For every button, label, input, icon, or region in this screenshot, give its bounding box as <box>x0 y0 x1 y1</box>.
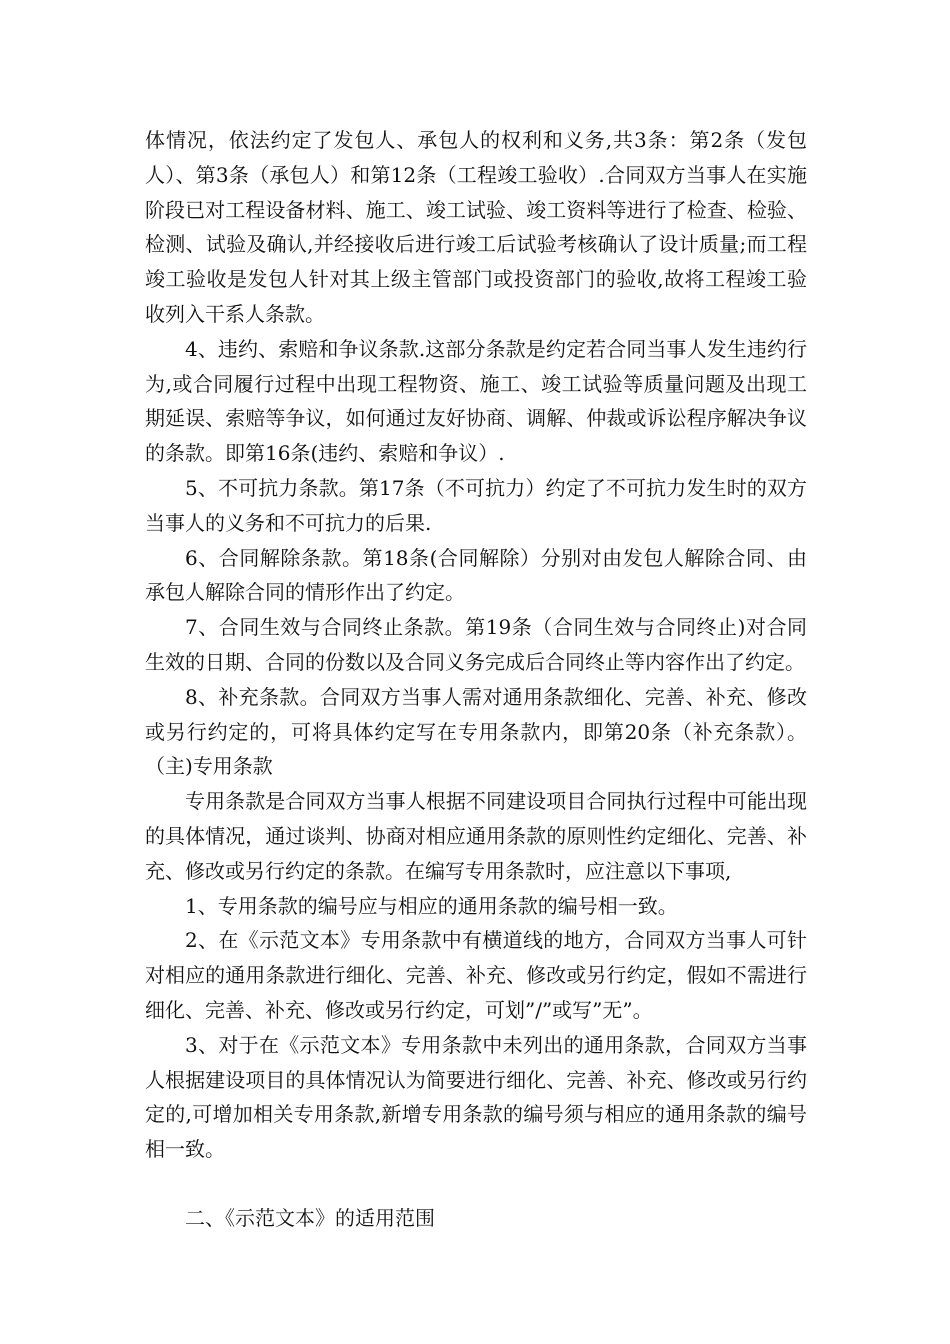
paragraph-continuation: 体情况，依法约定了发包人、承包人的权利和义务,共3条：第2条（发包人）、第3条（承包人）和第12条（工程竣工验收）.合同双方当事人在实施阶段已对工程设备材料、施工、竣工试验、竣工资料等进行了检查、检验、检测、试验及确认,并经接收后进行竣工后试验考核确认了设计质量;而工程竣工验收是发包人针对其上级主管部门或投资部门的验收,故将工程竣工验收列入干系人条款。 <box>145 128 807 326</box>
paragraph-force-majeure: 5、不可抗力条款。第17条（不可抗力）约定了不可抗力发生时的双方当事人的义务和不可抗力的后果. <box>145 475 807 535</box>
paragraph-special-clauses-intro: 专用条款是合同双方当事人根据不同建设项目合同执行过程中可能出现的具体情况，通过谈判、协商对相应通用条款的原则性约定细化、完善、补充、修改或另行约定的条款。在编写专用条款时，应注意以下事项, <box>145 789 807 883</box>
section-heading: 二、《示范文本》的适用范围 <box>185 1205 435 1230</box>
paragraph-breach-claims-disputes: 4、违约、索赔和争议条款.这部分条款是约定若合同当事人发生违约行为,或合同履行过程中出现工程物资、施工、竣工试验等质量问题及出现工期延误、索赔等争议，如何通过友好协商、调解、仲裁或诉讼程序解决争议的条款。即第16条(违约、索赔和争议）. <box>145 336 807 466</box>
paragraph-contract-effectiveness: 7、合同生效与合同终止条款。第19条（合同生效与合同终止)对合同生效的日期、合同的份数以及合同义务完成后合同终止等内容作出了约定。 <box>145 615 807 674</box>
paragraph-supplementary-clauses: 8、补充条款。合同双方当事人需对通用条款细化、完善、补充、修改或另行约定的，可将具体约定写在专用条款内，即第20条（补充条款）。（主)专用条款 <box>145 684 807 779</box>
paragraph-special-item-2: 2、在《示范文本》专用条款中有横道线的地方，合同双方当事人可针对相应的通用条款进行细化、完善、补充、修改或另行约定，假如不需进行细化、完善、补充、修改或另行约定，可划”/”或写”无”。 <box>145 928 807 1022</box>
paragraph-special-item-3: 3、对于在《示范文本》专用条款中未列出的通用条款，合同双方当事人根据建设项目的具体情况认为简要进行细化、完善、补充、修改或另行约定的,可增加相关专用条款,新增专用条款的编号须与相应的通用条款的编号相一致。 <box>145 1032 807 1162</box>
paragraph-special-item-1: 1、专用条款的编号应与相应的通用条款的编号相一致。 <box>185 893 678 918</box>
paragraph-contract-termination: 6、合同解除条款。第18条(合同解除）分别对由发包人解除合同、由承包人解除合同的情形作出了约定。 <box>145 545 807 605</box>
document-body <box>145 123 807 1236</box>
